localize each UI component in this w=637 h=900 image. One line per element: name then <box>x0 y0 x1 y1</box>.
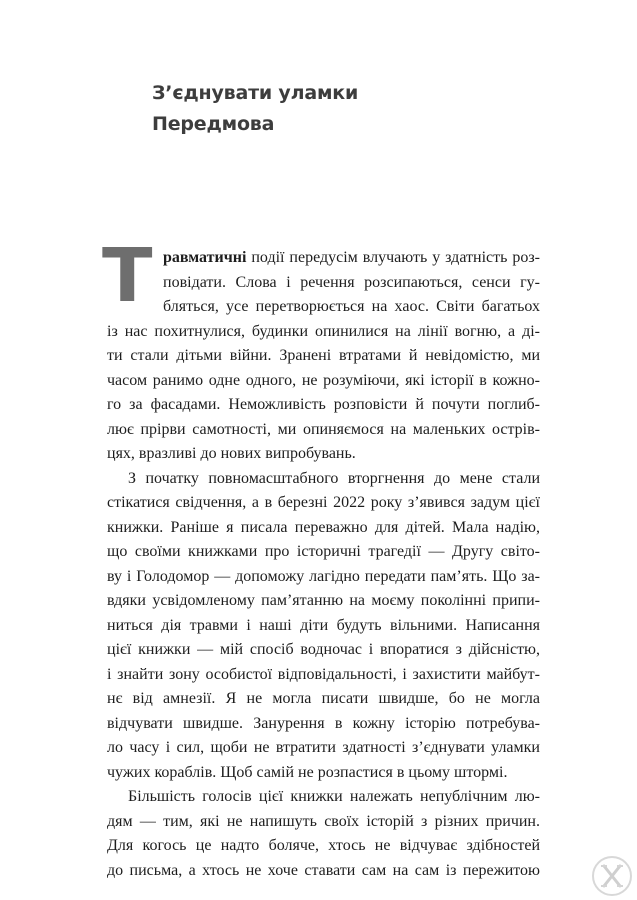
text-line: до письма, а хтось не хоче ставати сам на сам із пережитою <box>107 861 540 879</box>
text-line: повідати. Слова і речення розсипаються, сенси гу- <box>163 273 540 291</box>
chapter-title-line1: З’єднувати уламки <box>152 82 359 104</box>
drop-cap: Т <box>102 233 153 319</box>
text-line: стікатися свідчення, а в березні 2022 року з’явився задум цієї <box>107 494 540 511</box>
chapter-subtitle: Передмова <box>152 113 275 135</box>
text-line: чужих кораблів. Щоб самій не розпастися в цьому штормі. <box>107 763 508 781</box>
text-line: равматичні події передусім влучають у здатність роз- <box>163 249 540 266</box>
text-line: го за фасадами. Неможливість розповісти й почути поглиб- <box>107 396 540 413</box>
text-line: бляться, усе перетворюється на хаос. Світи багатьох <box>163 298 540 315</box>
text-line: відчувати швидше. Занурення в кожну історію потребува- <box>107 714 540 732</box>
text-line: лює прірви самотності, ми опиняємося на маленьких острів- <box>107 420 540 438</box>
text-line: З початку повномасштабного вторгнення до мене стали <box>128 469 540 487</box>
text-line: Більшість голосів цієї книжки належать непублічним лю- <box>128 788 540 805</box>
body-text <box>107 246 540 883</box>
text-line: часом ранимо одне одного, не розуміючи, які історії в кожно- <box>107 371 540 389</box>
text-line: ти стали дітьми війни. Зранені втратами й невідомістю, ми <box>107 347 540 364</box>
text-line: ву і Голодомор — допоможу лагідно передати пам’ять. Що за- <box>107 567 540 585</box>
x-logo-icon <box>591 855 633 897</box>
text-line: із нас похитнулися, будинки опинилися на лінії вогню, а ді- <box>107 322 540 340</box>
text-line: ниться дія травми і наші діти будуть вільними. Написання <box>107 616 540 634</box>
text-line: Для когось це надто боляче, хтось не відчуває здібностей <box>107 837 540 854</box>
text-line: що своїми книжками про історичні трагедії — Другу світо- <box>107 543 540 560</box>
text-line: цієї книжки — мій спосіб водночас і впоратися з дійсністю, <box>107 641 540 658</box>
text-line: ло часу і сил, щоби не втратити здатності з’єднувати уламки <box>107 739 540 756</box>
text-line: книжки. Раніше я писала переважно для дітей. Мала надію, <box>107 518 540 536</box>
text-line: вдяки усвідомленому пам’ятанню на моєму поколінні припи- <box>107 592 540 609</box>
text-line: дям — тим, які не напишуть своїх історій з різних причин. <box>107 812 540 830</box>
text-line: і знайти зону особистої відповідальності, і захистити майбут- <box>107 665 540 683</box>
text-line: нє від амнезії. Я не могла писати швидше, бо не могла <box>107 690 540 707</box>
lead-word: равматичні <box>163 249 247 266</box>
text-line: цях, вразливі до нових випробувань. <box>107 445 356 462</box>
chapter-title <box>152 78 358 140</box>
